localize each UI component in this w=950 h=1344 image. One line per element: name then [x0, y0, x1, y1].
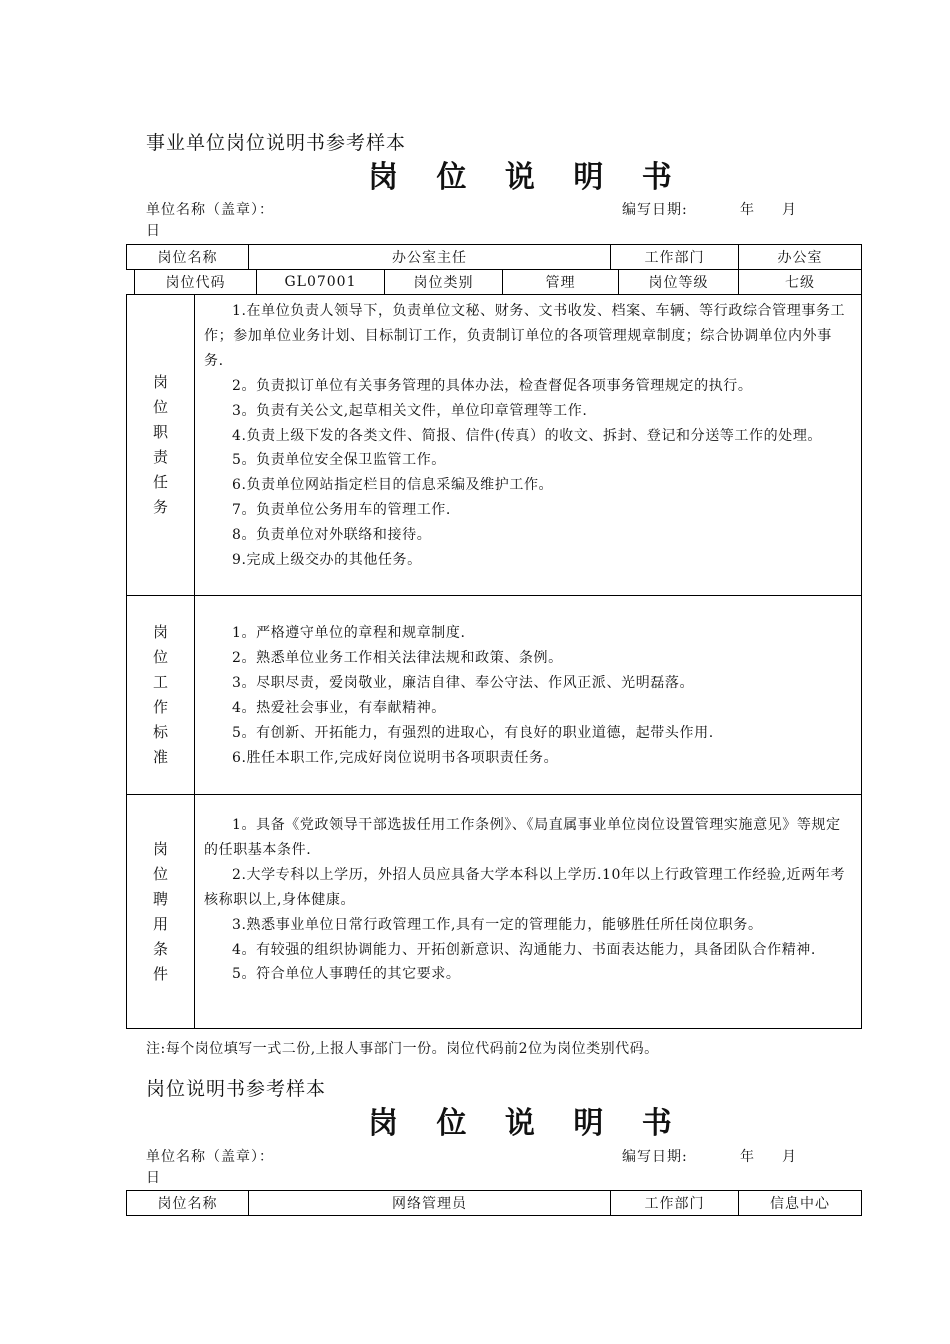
- standard-item: 5。有创新、开拓能力，有强烈的进取心，有良好的职业道德，起带头作用.: [232, 724, 714, 741]
- doc1-title: 岗 位 说 明 书: [368, 160, 686, 195]
- post-name-value: 办公室主任: [249, 245, 611, 269]
- dept-label: 工作部门: [611, 245, 739, 269]
- doc2-post-name-label: 岗位名称: [127, 1191, 249, 1215]
- doc2-dept-value: 信息中心: [770, 1196, 830, 1212]
- post-name-label: 岗位名称: [127, 245, 249, 269]
- duty-item: 4.负责上级下发的各类文件、简报、信件(传真）的收文、拆封、登记和分送等工作的处理。: [232, 427, 823, 444]
- duty-item: 8。负责单位对外联络和接待。: [232, 527, 432, 544]
- duty-item: 7。负责单位公务用车的管理工作.: [232, 502, 451, 519]
- doc1-day: 日: [146, 223, 161, 239]
- doc2-date-label: 编写日期:: [622, 1149, 688, 1165]
- doc2-unit-label: 单位名称（盖章）：: [146, 1149, 274, 1165]
- doc2-day: 日: [146, 1170, 161, 1186]
- post-code-label: 岗位代码: [135, 270, 257, 294]
- doc2-row-post-name: [126, 1190, 862, 1216]
- level-value: 七级: [785, 275, 815, 291]
- requirement-item: 3.熟悉事业单位日常行政管理工作,具有一定的管理能力，能够胜任所任岗位职务。: [232, 916, 763, 933]
- doc2-dept-label: 工作部门: [611, 1191, 739, 1215]
- doc1-date-label: 编写日期:: [622, 202, 688, 218]
- duty-item: 6.负责单位网站指定栏目的信息采编及维护工作。: [232, 477, 554, 494]
- requirement-item: 4。有较强的组织协调能力、开拓创新意识、沟通能力、书面表达能力，具备团队合作精神.: [232, 941, 816, 958]
- doc2-month: 月: [782, 1149, 797, 1165]
- doc1-subtitle: 事业单位岗位说明书参考样本: [146, 132, 407, 154]
- doc1-note: 注:每个岗位填写一式二份,上报人事部门一份。岗位代码前2位为岗位类别代码。: [146, 1041, 659, 1057]
- duty-item: 5。负责单位安全保卫监管工作。: [232, 452, 446, 469]
- duty-item: 1.在单位负责人领导下，负责单位文秘、财务、文书收发、档案、车辆、等行政综合管理事务工作；参加单位业务计划、目标制订工作，负责制订单位的各项管理规章制度；综合协调单位内外事务.: [204, 303, 846, 369]
- level-label: 岗位等级: [619, 270, 739, 294]
- doc2-title: 岗 位 说 明 书: [368, 1106, 686, 1141]
- requirements-label-text: 岗位聘用条件: [152, 839, 168, 983]
- requirements-list: [204, 813, 851, 987]
- standard-item: 2。熟悉单位业务工作相关法律法规和政策、条例。: [232, 649, 563, 666]
- doc2-subtitle: 岗位说明书参考样本: [146, 1078, 327, 1100]
- category-value: 管理: [503, 270, 619, 294]
- standard-item: 6.胜任本职工作,完成好岗位说明书各项职责任务。: [232, 749, 559, 766]
- duty-item: 3。负责有关公文,起草相关文件，单位印章管理等工作.: [232, 402, 588, 419]
- doc1-duties-section: [126, 294, 862, 596]
- category-label: 岗位类别: [385, 270, 503, 294]
- requirement-item: 2.大学专科以上学历，外招人员应具备大学本科以上学历.10年以上行政管理工作经验,近两年考核称职以上,身体健康。: [204, 866, 846, 908]
- doc1-standards-section: [126, 595, 862, 795]
- doc1-row-post-code: [134, 269, 862, 295]
- dept-value: 办公室: [777, 250, 823, 266]
- doc1-month: 月: [782, 202, 797, 218]
- doc1-unit-label: 单位名称（盖章）：: [146, 202, 274, 218]
- duty-item: 2。负责拟订单位有关事务管理的具体办法，检查督促各项事务管理规定的执行。: [232, 377, 753, 394]
- standards-label: [127, 596, 195, 794]
- standards-label-text: 岗位工作标准: [152, 623, 168, 766]
- duties-label-text: 岗位职责任务: [152, 373, 168, 516]
- duty-item: 9.完成上级交办的其他任务。: [232, 552, 422, 569]
- post-code-value: GL07001: [257, 270, 385, 294]
- requirement-item: 1。具备《党政领导干部选拔任用工作条例》、《局直属事业单位岗位设置管理实施意见》等规定的任职基本条件.: [204, 817, 841, 858]
- doc1-requirements-section: [126, 794, 862, 1029]
- doc2-year: 年: [740, 1149, 755, 1165]
- standards-list: [204, 621, 851, 770]
- doc1-year: 年: [740, 202, 755, 218]
- standard-item: 4。热爱社会事业，有奉献精神。: [232, 699, 446, 716]
- requirements-label: [127, 795, 195, 1028]
- doc1-row-post-name: [126, 244, 862, 270]
- duties-label: [127, 295, 195, 595]
- requirement-item: 5。符合单位人事聘任的其它要求。: [232, 966, 461, 983]
- duties-list: [204, 299, 851, 573]
- doc2-post-name-value: 网络管理员: [249, 1191, 611, 1215]
- standard-item: 3。尽职尽责，爱岗敬业，廉洁自律、奉公守法、作风正派、光明磊落。: [232, 674, 695, 691]
- standard-item: 1。严格遵守单位的章程和规章制度.: [232, 625, 466, 641]
